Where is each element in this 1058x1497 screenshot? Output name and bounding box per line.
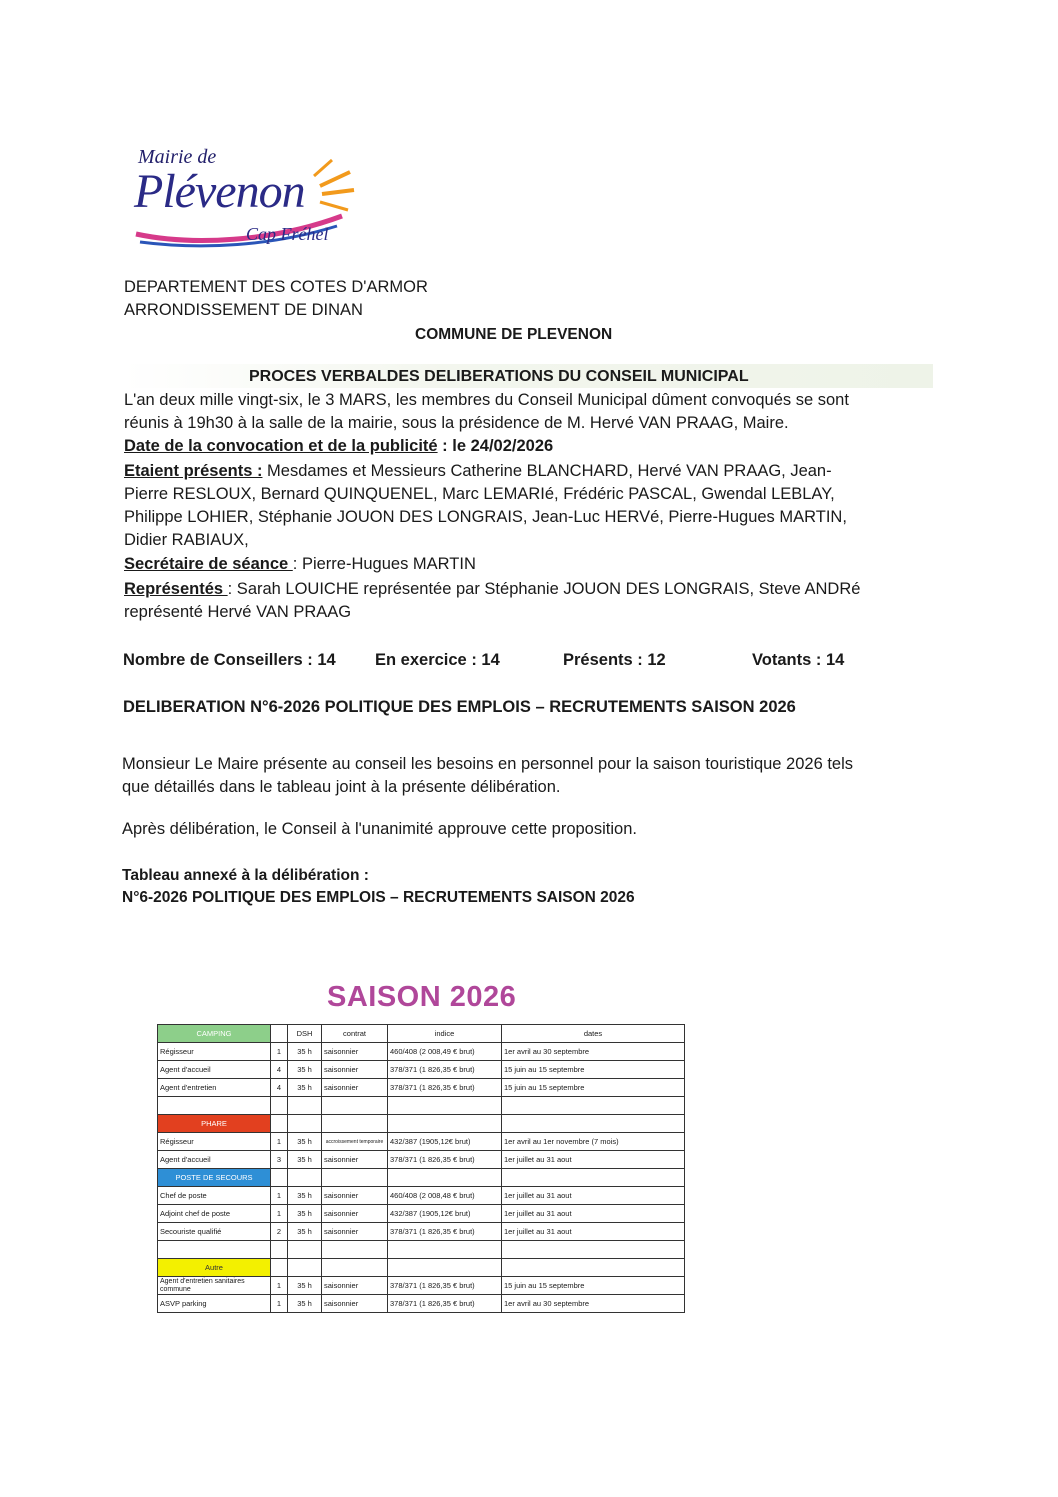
section-phare: PHARE	[158, 1115, 271, 1133]
table-cell: accroissement temporaire	[322, 1133, 388, 1151]
table-cell	[388, 1169, 502, 1187]
table-cell: ASVP parking	[158, 1295, 271, 1313]
table-cell: 35 h	[288, 1079, 322, 1097]
table-cell: 378/371 (1 826,35 € brut)	[388, 1223, 502, 1241]
secretaire-label: Secrétaire de séance	[124, 555, 293, 573]
count-conseillers: Nombre de Conseillers : 14	[123, 651, 336, 669]
table-cell: 460/408 (2 008,49 € brut)	[388, 1043, 502, 1061]
department-line: DEPARTEMENT DES COTES D'ARMOR	[124, 278, 428, 296]
table-spacer-row	[158, 1241, 685, 1259]
table-cell	[271, 1169, 288, 1187]
table-cell: Agent d'entretien sanitaires commune	[158, 1277, 271, 1295]
table-cell: Agent d'accueil	[158, 1061, 271, 1079]
table-cell: 15 juin au 15 septembre	[502, 1277, 685, 1295]
header-dsh: DSH	[288, 1025, 322, 1043]
table-row	[158, 1133, 685, 1151]
table-cell	[288, 1115, 322, 1133]
table-cell	[288, 1097, 322, 1115]
section-poste-de-secours: POSTE DE SECOURS	[158, 1169, 271, 1187]
table-cell: 378/371 (1 826,35 € brut)	[388, 1295, 502, 1313]
table-cell: saisonnier	[322, 1061, 388, 1079]
table-cell	[158, 1241, 271, 1259]
table-cell: 1er juillet au 31 aout	[502, 1223, 685, 1241]
table-cell	[271, 1025, 288, 1043]
deliberation-para-2: Après délibération, le Conseil à l'unanimité approuve cette proposition.	[122, 820, 637, 838]
table-cell	[271, 1115, 288, 1133]
table-cell: 35 h	[288, 1295, 322, 1313]
header-dates: dates	[502, 1025, 685, 1043]
secretaire-value: : Pierre-Hugues MARTIN	[292, 555, 476, 573]
table-cell: 1	[271, 1295, 288, 1313]
table-cell: 35 h	[288, 1043, 322, 1061]
table-cell	[322, 1241, 388, 1259]
table-cell: saisonnier	[322, 1223, 388, 1241]
table-cell	[502, 1115, 685, 1133]
table-cell	[271, 1097, 288, 1115]
table-cell	[502, 1259, 685, 1277]
table-cell: saisonnier	[322, 1079, 388, 1097]
presents-line-4: Didier RABIAUX,	[124, 531, 249, 549]
table-cell: 1	[271, 1277, 288, 1295]
presents-text-1: Mesdames et Messieurs Catherine BLANCHARD, Hervé VAN PRAAG, Jean-	[262, 462, 832, 480]
table-cell: 378/371 (1 826,35 € brut)	[388, 1079, 502, 1097]
table-cell: 378/371 (1 826,35 € brut)	[388, 1277, 502, 1295]
arrondissement-line: ARRONDISSEMENT DE DINAN	[124, 301, 363, 319]
table-cell: saisonnier	[322, 1295, 388, 1313]
presents-label: Etaient présents :	[124, 462, 263, 480]
table-section-row	[158, 1259, 685, 1277]
intro-line-1: L'an deux mille vingt-six, le 3 MARS, les membres du Conseil Municipal dûment convoqués se sont	[124, 391, 849, 409]
table-cell	[502, 1097, 685, 1115]
table-cell	[271, 1241, 288, 1259]
table-row	[158, 1277, 685, 1295]
deliberation-title: DELIBERATION N°6-2026 POLITIQUE DES EMPLOIS – RECRUTEMENTS SAISON 2026	[123, 698, 796, 716]
table-cell: 460/408 (2 008,48 € brut)	[388, 1187, 502, 1205]
table-cell: 35 h	[288, 1277, 322, 1295]
saison-title: SAISON 2026	[327, 981, 517, 1013]
representes-label: Représentés	[124, 580, 228, 598]
presents-line-2: Pierre RESLOUX, Bernard QUINQUENEL, Marc LEMARIé, Frédéric PASCAL, Gwendal LEBLAY,	[124, 485, 835, 503]
table-cell: 432/387 (1905,12€ brut)	[388, 1133, 502, 1151]
table-cell: 378/371 (1 826,35 € brut)	[388, 1151, 502, 1169]
convocation-value: : le 24/02/2026	[437, 437, 554, 455]
convocation-label: Date de la convocation et de la publicité	[124, 437, 438, 455]
intro-line-2: réunis à 19h30 à la salle de la mairie, sous la présidence de M. Hervé VAN PRAAG, Maire.	[124, 414, 789, 432]
table-cell: 35 h	[288, 1205, 322, 1223]
secretaire-line	[124, 553, 476, 576]
saison-table	[157, 1024, 685, 1313]
table-cell: 4	[271, 1061, 288, 1079]
table-cell: 378/371 (1 826,35 € brut)	[388, 1061, 502, 1079]
table-row	[158, 1205, 685, 1223]
table-cell: saisonnier	[322, 1205, 388, 1223]
table-cell	[322, 1259, 388, 1277]
logo-name-text: Plévenon	[134, 165, 305, 218]
table-cell: saisonnier	[322, 1187, 388, 1205]
table-cell	[388, 1115, 502, 1133]
section-camping: CAMPING	[158, 1025, 271, 1043]
logo-mairie-text: Mairie de	[138, 146, 217, 168]
table-cell	[158, 1097, 271, 1115]
annexe-title-2: N°6-2026 POLITIQUE DES EMPLOIS – RECRUTEMENTS SAISON 2026	[122, 889, 635, 906]
table-cell: saisonnier	[322, 1151, 388, 1169]
table-cell: 1	[271, 1205, 288, 1223]
commune-title: COMMUNE DE PLEVENON	[415, 326, 613, 343]
table-row	[158, 1043, 685, 1061]
table-cell: 1er juillet au 31 aout	[502, 1205, 685, 1223]
table-cell: 1	[271, 1187, 288, 1205]
table-cell: Agent d'accueil	[158, 1151, 271, 1169]
table-cell: Secouriste qualifié	[158, 1223, 271, 1241]
table-cell	[388, 1241, 502, 1259]
annexe-title-1: Tableau annexé à la délibération :	[122, 867, 369, 884]
table-header-row	[158, 1025, 685, 1043]
table-cell: 2	[271, 1223, 288, 1241]
table-cell: saisonnier	[322, 1043, 388, 1061]
table-cell: 4	[271, 1079, 288, 1097]
logo-cap-text: Cap Fréhel	[246, 224, 329, 244]
mairie-logo	[132, 146, 362, 256]
table-cell: 1er avril au 30 septembre	[502, 1043, 685, 1061]
table-cell: saisonnier	[322, 1277, 388, 1295]
table-cell: 1	[271, 1043, 288, 1061]
table-cell: 432/387 (1905,12€ brut)	[388, 1205, 502, 1223]
table-cell: 1er avril au 30 septembre	[502, 1295, 685, 1313]
table-cell	[271, 1259, 288, 1277]
table-cell	[388, 1097, 502, 1115]
presents-line-1	[124, 460, 832, 483]
table-cell	[502, 1169, 685, 1187]
header-indice: indice	[388, 1025, 502, 1043]
table-cell: 1er avril au 1er novembre (7 mois)	[502, 1133, 685, 1151]
table-row	[158, 1295, 685, 1313]
table-spacer-row	[158, 1097, 685, 1115]
table-cell: 1er juillet au 31 aout	[502, 1187, 685, 1205]
table-cell: 15 juin au 15 septembre	[502, 1079, 685, 1097]
convocation-line	[124, 435, 553, 458]
table-cell: 35 h	[288, 1187, 322, 1205]
representes-line-2: représenté Hervé VAN PRAAG	[124, 603, 352, 621]
table-cell	[322, 1097, 388, 1115]
table-cell	[502, 1241, 685, 1259]
table-cell	[288, 1169, 322, 1187]
representes-text-1: : Sarah LOUICHE représentée par Stéphanie JOUON DES LONGRAIS, Steve ANDRé	[227, 580, 861, 598]
table-row	[158, 1061, 685, 1079]
table-cell	[322, 1169, 388, 1187]
table-cell: Adjoint chef de poste	[158, 1205, 271, 1223]
table-section-row	[158, 1115, 685, 1133]
table-cell: 35 h	[288, 1223, 322, 1241]
count-presents: Présents : 12	[563, 651, 666, 669]
count-exercice: En exercice : 14	[375, 651, 500, 669]
section-autre: Autre	[158, 1259, 271, 1277]
table-cell: 35 h	[288, 1133, 322, 1151]
table-cell: Agent d'entretien	[158, 1079, 271, 1097]
table-cell: 3	[271, 1151, 288, 1169]
table-cell: 1er juillet au 31 aout	[502, 1151, 685, 1169]
table-cell: 35 h	[288, 1061, 322, 1079]
table-row	[158, 1151, 685, 1169]
table-row	[158, 1187, 685, 1205]
table-row	[158, 1223, 685, 1241]
table-cell: Régisseur	[158, 1043, 271, 1061]
presents-line-3: Philippe LOHIER, Stéphanie JOUON DES LONGRAIS, Jean-Luc HERVé, Pierre-Hugues MARTIN,	[124, 508, 847, 526]
table-cell	[288, 1259, 322, 1277]
table-cell	[288, 1241, 322, 1259]
table-section-row	[158, 1169, 685, 1187]
table-cell: 1	[271, 1133, 288, 1151]
table-cell	[322, 1115, 388, 1133]
table-cell: Chef de poste	[158, 1187, 271, 1205]
count-votants: Votants : 14	[752, 651, 845, 669]
table-cell: Régisseur	[158, 1133, 271, 1151]
proces-verbal-title: PROCES VERBALDES DELIBERATIONS DU CONSEIL MUNICIPAL	[249, 368, 749, 385]
deliberation-para-1-line-2: que détaillés dans le tableau joint à la présente délibération.	[122, 778, 561, 796]
table-cell: 15 juin au 15 septembre	[502, 1061, 685, 1079]
representes-line-1	[124, 578, 860, 601]
table-cell: 35 h	[288, 1151, 322, 1169]
table-cell	[388, 1259, 502, 1277]
table-row	[158, 1079, 685, 1097]
deliberation-para-1-line-1: Monsieur Le Maire présente au conseil les besoins en personnel pour la saison touristique 2026 tels	[122, 755, 854, 773]
header-contrat: contrat	[322, 1025, 388, 1043]
